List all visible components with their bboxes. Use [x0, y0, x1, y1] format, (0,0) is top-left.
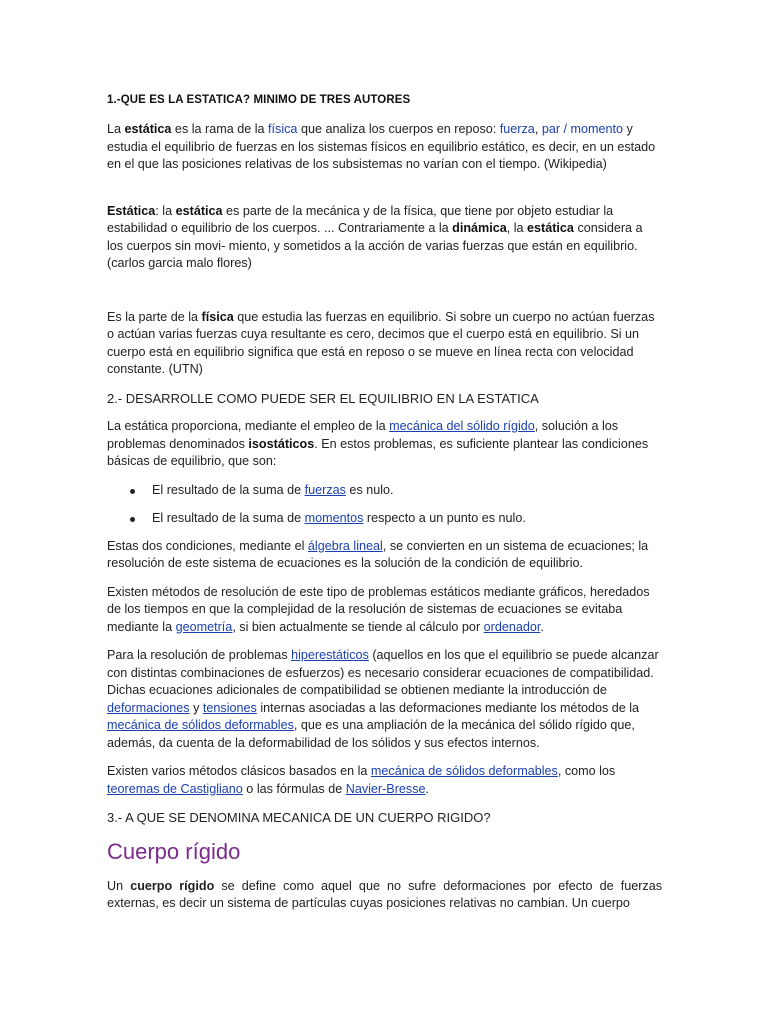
text: , si bien actualmente se tiende al cálculo por [232, 619, 484, 634]
text: es nulo. [345, 482, 394, 497]
link-ordenador[interactable]: ordenador [483, 619, 541, 634]
text: , que es una ampliación de la mecánica del sólido rígido que, además, da cuenta de la deformabilidad de los sólidos y sus efectos internos. [107, 718, 635, 750]
paragraph-definition-utn [107, 309, 662, 379]
link-algebra-lineal[interactable]: álgebra lineal [307, 538, 383, 553]
section-title: Cuerpo rígido [107, 838, 241, 864]
link-fisica[interactable]: física [268, 122, 298, 136]
text: , como los [557, 764, 616, 778]
link-momentos[interactable]: momentos [304, 511, 364, 525]
text: , la [506, 221, 528, 235]
text: , [534, 122, 542, 136]
list-item [107, 510, 662, 528]
text: se define como aquel que no sufre deformaciones por efecto de fuerzas externas, es decir un sistema de partículas cuyas posiciones relativas no cambian. Un cuerpo [107, 878, 662, 910]
text: Estas dos condiciones, mediante el [107, 538, 308, 553]
link-fuerza[interactable]: fuerza [499, 122, 535, 136]
list-item [107, 482, 662, 500]
text: La [107, 122, 125, 136]
text: . [540, 619, 544, 634]
bold-term: dinámica [452, 221, 507, 235]
bold-term: física [201, 309, 234, 324]
link-fuerzas[interactable]: fuerzas [304, 482, 346, 497]
bold-term: cuerpo rígido [130, 878, 215, 893]
paragraph-definition-garcia [107, 203, 662, 273]
link-mecanica-solidos-deformables[interactable]: mecánica de sólidos deformables [107, 718, 294, 732]
text: Existen métodos de resolución de este tipo de problemas estáticos mediante gráficos, heredados de los tiempos en que la complejidad de la resolución de sistemas de ecuaciones se evitaba mediante la [107, 584, 650, 634]
text: es la rama de la [171, 122, 269, 136]
bold-term: Estática [107, 203, 156, 218]
text: respecto a un punto es nulo. [363, 511, 526, 525]
paragraph-hyperstatic [107, 647, 662, 752]
text: y estudia el equilibrio de fuerzas en los sistemas físicos en equilibrio estático, es decir, en un estado en el que las posiciones relativas de los subsistemas no varían con el tiempo. (Wikipedia) [107, 122, 656, 171]
text: , solución a los problemas denominados [107, 419, 619, 451]
link-geometria[interactable]: geometría [175, 619, 233, 634]
text: Es la parte de la [107, 309, 202, 324]
text: (aquellos en los que el equilibrio se puede alcanzar con distintas combinaciones de esfuerzos) es necesario considerar ecuaciones de compatibilidad. Dichas ecuaciones adicionales de compatibilidad se obtienen mediante la introducción de [107, 648, 659, 697]
text: Para la resolución de problemas [107, 648, 292, 662]
text: El resultado de la suma de [152, 511, 305, 525]
text: considera a los cuerpos sin movi- miento, y sometidos a la acción de varias fuerzas que están en equilibrio. (carlos garcia malo flores) [107, 221, 643, 270]
link-deformaciones[interactable]: deformaciones [107, 700, 190, 715]
equilibrium-conditions-list [107, 482, 662, 528]
text: : la [155, 203, 176, 218]
paragraph-equilibrium-intro [107, 418, 662, 471]
link-hiperestaticos[interactable]: hiperestáticos [291, 648, 369, 662]
text: que analiza los cuerpos en reposo: [297, 122, 500, 136]
paragraph-linear-algebra [107, 538, 662, 573]
link-teoremas-castigliano[interactable]: teoremas de Castigliano [107, 781, 243, 796]
paragraph-graphic-methods [107, 584, 662, 637]
link-mecanica-solidos-deformables[interactable]: mecánica de sólidos deformables [370, 764, 558, 778]
text: Existen varios métodos clásicos basados en la [107, 764, 371, 778]
bullet-icon [130, 489, 135, 494]
text: Un [107, 878, 131, 893]
link-tensiones[interactable]: tensiones [202, 700, 257, 715]
bold-term: estática [175, 203, 223, 218]
text: y [189, 700, 203, 715]
paragraph-definition-wikipedia [107, 121, 662, 174]
text: es parte de la mecánica y de la física, que tiene por objeto estudiar la estabilidad o equilibrio de los cuerpos. ... Contrariamente a la [107, 203, 614, 235]
paragraph-classic-methods [107, 763, 662, 798]
text: La estática proporciona, mediante el empleo de la [107, 419, 390, 433]
text: . [425, 781, 429, 796]
question-2-heading: 2.- DESARROLLE COMO PUEDE SER EL EQUILIBRIO EN LA ESTATICA [107, 390, 539, 406]
bold-term: isostáticos [248, 436, 315, 451]
paragraph-rigid-body [107, 878, 662, 913]
bold-term: estática [527, 221, 574, 235]
text: que estudia las fuerzas en equilibrio. Si sobre un cuerpo no actúan fuerzas o actúan varias fuerzas cuya resultante es cero, decimos que el cuerpo está en equilibrio. Si un cuerpo está en equilibrio significa que está en reposo o se mueve en línea recta con velocidad constante. (UTN) [107, 309, 655, 376]
text: . En estos problemas, es suficiente plantear las condiciones básicas de equilibrio, que son: [107, 436, 649, 468]
text: , se convierten en un sistema de ecuaciones; la resolución de este sistema de ecuaciones es la solución de la condición de equilibrio. [107, 538, 649, 570]
question-3-heading: 3.- A QUE SE DENOMINA MECANICA DE UN CUERPO RIGIDO? [107, 810, 491, 825]
text: El resultado de la suma de [152, 482, 305, 497]
link-mecanica-solido-rigido[interactable]: mecánica del sólido rígido [389, 419, 535, 433]
question-1-heading: 1.-QUE ES LA ESTATICA? MINIMO DE TRES AUTORES [107, 94, 411, 106]
link-par-momento[interactable]: par / momento [541, 122, 624, 136]
bullet-icon [130, 517, 135, 522]
text: internas asociadas a las deformaciones mediante los métodos de la [256, 700, 640, 715]
document-content [107, 94, 662, 913]
link-navier-bresse[interactable]: Navier-Bresse [345, 781, 426, 796]
text: o las fórmulas de [242, 781, 346, 796]
bold-term: estática [124, 122, 172, 136]
